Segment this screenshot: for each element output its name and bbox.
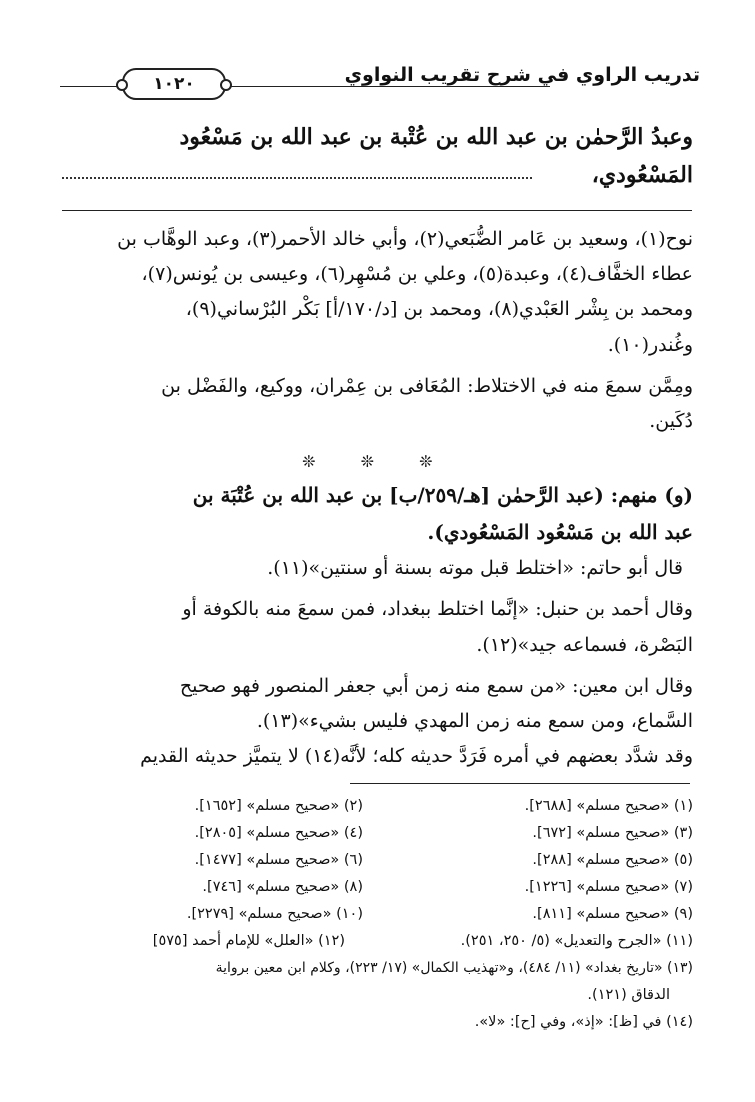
paragraph-line: دُكَين.	[649, 410, 693, 432]
footnote: (١٢) «العلل» للإمام أحمد [٥٧٥]	[152, 933, 345, 949]
header-rule-left	[60, 86, 120, 87]
paragraph-line: ومِمَّن سمعَ منه في الاختلاط: المُعَافى بن عِمْران، ووكيع، والفَضْل بن	[161, 375, 693, 397]
paragraph-line: قال أبو حاتم: «اختلط قبل موته بسنة أو سنتين»(١١).	[267, 557, 683, 579]
footnote: (٩) «صحيح مسلم» [٨١١].	[532, 906, 693, 922]
entry-heading-line2: المَسْعُودي،	[591, 162, 693, 188]
footnote-continued: الدقاق (١٢١).	[587, 987, 670, 1003]
running-header	[60, 62, 700, 102]
section-stars: ❊ ❊ ❊	[302, 452, 453, 471]
footnote: (٨) «صحيح مسلم» [٧٤٦].	[202, 879, 363, 895]
paragraph-line: البَصْرة، فسماعه جيد»(١٢).	[476, 634, 693, 656]
paragraph-line: وقال ابن معين: «من سمع منه زمن أبي جعفر المنصور فهو صحيح	[179, 675, 693, 697]
footnote: (١) «صحيح مسلم» [٢٦٨٨].	[524, 798, 693, 814]
paragraph-line: ومحمد بن بِشْر العَبْدي(٨)، ومحمد بن [د/١٧٠/أ] بَكْر البُرْساني(٩)،	[185, 298, 693, 320]
footnote: (١٣) «تاريخ بغداد» (١١/ ٤٨٤)، و«تهذيب الكمال» (١٧/ ٢٢٣)، وكلام ابن معين برواية	[215, 960, 693, 976]
paragraph-line: وقال أحمد بن حنبل: «إنَّما اختلط ببغداد، فمن سمعَ منه بالكوفة أو	[182, 598, 693, 620]
dotted-leader	[62, 177, 532, 179]
footnote: (١٠) «صحيح مسلم» [٢٢٧٩].	[186, 906, 363, 922]
section-rule	[62, 210, 692, 211]
paragraph-line: نوح(١)، وسعيد بن عَامر الضُّبَعي(٢)، وأبي خالد الأحمر(٣)، وعبد الوهَّاب بن	[117, 228, 693, 250]
paragraph-line: وغُندر(١٠).	[607, 334, 693, 356]
footnote: (٣) «صحيح مسلم» [٦٧٢].	[532, 825, 693, 841]
footnote: (٤) «صحيح مسلم» [٢٨٠٥].	[194, 825, 363, 841]
footnote: (٥) «صحيح مسلم» [٢٨٨].	[532, 852, 693, 868]
entry-heading-line1: وعبدُ الرَّحمٰن بن عبد الله بن عُتْبة بن عبد الله بن مَسْعُود	[179, 124, 693, 150]
footnote: (١٤) في [ظ]: «إذ»، وفي [ح]: «لا».	[474, 1014, 693, 1030]
footnote: (٦) «صحيح مسلم» [١٤٧٧].	[194, 852, 363, 868]
paragraph-line: عطاء الخفَّاف(٤)، وعبدة(٥)، وعلي بن مُسْهِر(٦)، وعيسى بن يُونس(٧)،	[141, 263, 693, 285]
paragraph-line: السَّماع، ومن سمع منه زمن المهدي فليس بشيء»(١٣).	[256, 710, 693, 732]
page-number: ١٠٢٠	[122, 68, 226, 100]
footnote: (١١) «الجرح والتعديل» (٥/ ٢٥٠، ٢٥١).	[460, 933, 693, 949]
footnote: (٢) «صحيح مسلم» [١٦٥٢].	[194, 798, 363, 814]
book-title: تدريب الراوي في شرح تقريب النواوي	[344, 64, 700, 86]
footnote: (٧) «صحيح مسلم» [١٢٢٦].	[524, 879, 693, 895]
paragraph-line: وقد شدَّد بعضهم في أمره فَرَدَّ حديثه كله؛ لأنَّه(١٤) لا يتميَّز حديثه القديم	[140, 745, 693, 767]
footnote-rule	[350, 783, 690, 784]
narrator-heading-line1: (و) منهم: (عبد الرَّحمٰن [هـ/٢٥٩/ب] بن عبد الله بن عُتْبَة بن	[192, 483, 693, 507]
narrator-heading-line2: عبد الله بن مَسْعُود المَسْعُودي).	[427, 520, 693, 544]
